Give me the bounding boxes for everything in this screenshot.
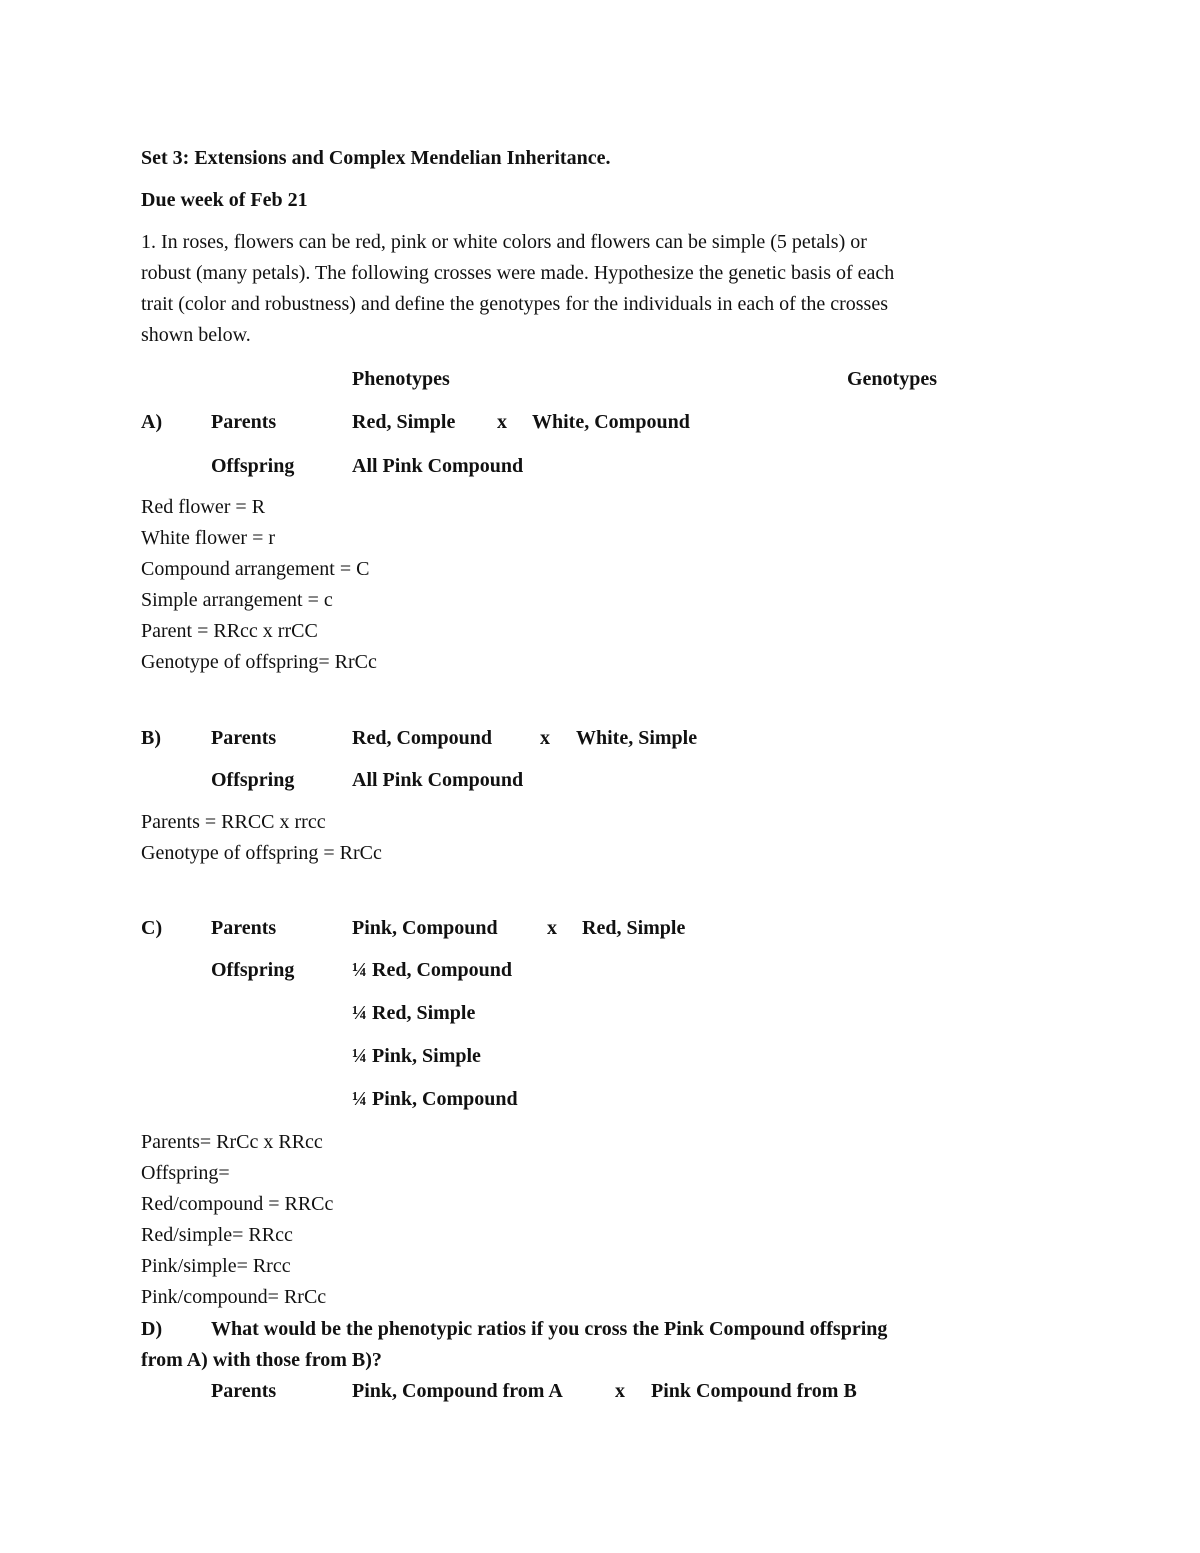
cross-symbol: x — [497, 411, 507, 433]
question-line: robust (many petals). The following crosses were made. Hypothesize the genetic basis of each — [141, 262, 895, 284]
cross-c-offspring: ¼ Red, Simple — [352, 1002, 476, 1024]
answer-line: Pink/compound= RrCc — [141, 1286, 327, 1308]
answer-line: Genotype of offspring = RrCc — [141, 842, 382, 864]
parents-label: Parents — [211, 727, 277, 749]
cross-c-parent1: Pink, Compound — [352, 917, 498, 939]
question-line: 1. In roses, flowers can be red, pink or white colors and flowers can be simple (5 petals) or — [141, 231, 867, 253]
phenotypes-header: Phenotypes — [352, 368, 450, 390]
answer-line: Red/simple= RRcc — [141, 1224, 293, 1246]
document-title: Set 3: Extensions and Complex Mendelian Inheritance. — [141, 147, 611, 169]
cross-c-offspring: ¼ Pink, Simple — [352, 1045, 481, 1067]
cross-symbol: x — [547, 917, 557, 939]
cross-d-parent1: Pink, Compound from A — [352, 1380, 563, 1402]
cross-symbol: x — [615, 1380, 625, 1402]
genotypes-header: Genotypes — [847, 368, 937, 390]
cross-c-offspring: ¼ Red, Compound — [352, 959, 513, 981]
answer-line: White flower = r — [141, 527, 276, 549]
cross-c-offspring: ¼ Pink, Compound — [352, 1088, 518, 1110]
cross-b-parent2: White, Simple — [576, 727, 698, 749]
question-line: shown below. — [141, 324, 251, 346]
answer-line: Offspring= — [141, 1162, 230, 1184]
cross-a-parent1: Red, Simple — [352, 411, 456, 433]
answer-line: Parents = RRCC x rrcc — [141, 811, 326, 833]
answer-line: Compound arrangement = C — [141, 558, 370, 580]
due-date: Due week of Feb 21 — [141, 189, 308, 211]
parents-label: Parents — [211, 917, 277, 939]
answer-line: Genotype of offspring= RrCc — [141, 651, 377, 673]
cross-b-parent1: Red, Compound — [352, 727, 493, 749]
cross-c-parent2: Red, Simple — [582, 917, 686, 939]
parents-label: Parents — [211, 411, 277, 433]
cross-a-letter: A) — [141, 411, 163, 433]
cross-c-letter: C) — [141, 917, 163, 939]
answer-line: Pink/simple= Rrcc — [141, 1255, 291, 1277]
cross-a-offspring: All Pink Compound — [352, 455, 524, 477]
cross-d-letter: D) — [141, 1318, 163, 1340]
cross-d-question-line: What would be the phenotypic ratios if you cross the Pink Compound offspring — [211, 1318, 888, 1340]
offspring-label: Offspring — [211, 455, 295, 477]
cross-d-parent2: Pink Compound from B — [651, 1380, 857, 1402]
parents-label: Parents — [211, 1380, 277, 1402]
offspring-label: Offspring — [211, 769, 295, 791]
cross-b-letter: B) — [141, 727, 161, 749]
cross-a-parent2: White, Compound — [532, 411, 690, 433]
answer-line: Red flower = R — [141, 496, 266, 518]
cross-d-question-line: from A) with those from B)? — [141, 1349, 382, 1371]
answer-line: Red/compound = RRCc — [141, 1193, 334, 1215]
cross-b-offspring: All Pink Compound — [352, 769, 524, 791]
answer-line: Parents= RrCc x RRcc — [141, 1131, 323, 1153]
question-line: trait (color and robustness) and define the genotypes for the individuals in each of the crosses — [141, 293, 889, 315]
answer-line: Simple arrangement = c — [141, 589, 333, 611]
answer-line: Parent = RRcc x rrCC — [141, 620, 318, 642]
cross-symbol: x — [540, 727, 550, 749]
offspring-label: Offspring — [211, 959, 295, 981]
